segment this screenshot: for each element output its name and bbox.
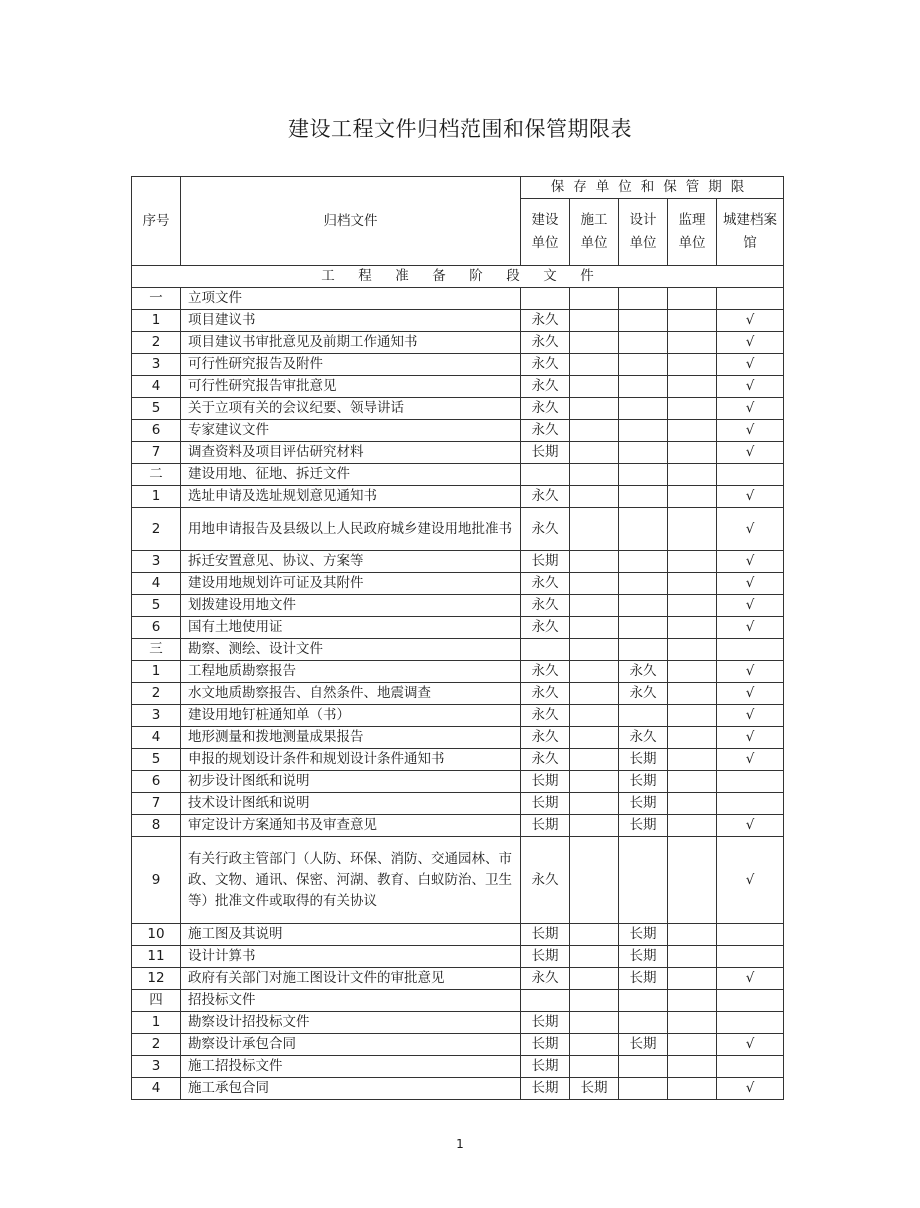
retention-cell: 永久 bbox=[521, 837, 570, 924]
retention-cell: 长期 bbox=[521, 793, 570, 815]
table-row bbox=[132, 705, 784, 727]
row-number: 2 bbox=[132, 332, 181, 354]
retention-cell bbox=[521, 990, 570, 1012]
retention-cell bbox=[570, 924, 619, 946]
row-document: 水文地质勘察报告、自然条件、地震调查 bbox=[181, 683, 521, 705]
row-document: 项目建议书 bbox=[181, 310, 521, 332]
retention-cell bbox=[570, 617, 619, 639]
retention-cell bbox=[570, 376, 619, 398]
row-document: 审定设计方案通知书及审查意见 bbox=[181, 815, 521, 837]
retention-cell bbox=[668, 420, 717, 442]
retention-cell: √ bbox=[717, 398, 784, 420]
retention-cell bbox=[619, 420, 668, 442]
retention-cell: 长期 bbox=[521, 1012, 570, 1034]
retention-cell: 长期 bbox=[521, 551, 570, 573]
retention-cell bbox=[668, 683, 717, 705]
row-document: 立项文件 bbox=[181, 288, 521, 310]
retention-cell bbox=[570, 946, 619, 968]
retention-cell: 长期 bbox=[521, 442, 570, 464]
retention-cell bbox=[570, 793, 619, 815]
row-document: 用地申请报告及县级以上人民政府城乡建设用地批准书 bbox=[181, 508, 521, 551]
retention-cell bbox=[570, 573, 619, 595]
retention-cell bbox=[668, 508, 717, 551]
retention-cell bbox=[619, 551, 668, 573]
row-document: 建设用地钉桩通知单（书） bbox=[181, 705, 521, 727]
retention-cell bbox=[668, 398, 717, 420]
stage-char: 准 bbox=[395, 268, 409, 284]
retention-cell: √ bbox=[717, 727, 784, 749]
retention-cell bbox=[570, 508, 619, 551]
table-row bbox=[132, 815, 784, 837]
row-document: 申报的规划设计条件和规划设计条件通知书 bbox=[181, 749, 521, 771]
retention-cell bbox=[619, 639, 668, 661]
retention-cell bbox=[619, 376, 668, 398]
retention-cell bbox=[521, 639, 570, 661]
row-document: 国有土地使用证 bbox=[181, 617, 521, 639]
retention-cell bbox=[570, 1056, 619, 1078]
retention-cell bbox=[668, 310, 717, 332]
stage-char: 备 bbox=[432, 268, 446, 284]
retention-cell: 永久 bbox=[521, 310, 570, 332]
retention-cell bbox=[717, 793, 784, 815]
table-row bbox=[132, 793, 784, 815]
header-unit: 城建档案馆 bbox=[717, 199, 784, 266]
retention-cell: 永久 bbox=[521, 508, 570, 551]
retention-cell: 长期 bbox=[619, 793, 668, 815]
retention-cell bbox=[619, 354, 668, 376]
header-group: 保存单位和保管期限 bbox=[521, 177, 784, 199]
retention-cell bbox=[619, 332, 668, 354]
retention-cell bbox=[570, 354, 619, 376]
retention-cell bbox=[570, 1012, 619, 1034]
row-number: 7 bbox=[132, 442, 181, 464]
retention-cell bbox=[619, 464, 668, 486]
retention-cell: 长期 bbox=[521, 771, 570, 793]
retention-cell bbox=[619, 1012, 668, 1034]
retention-cell bbox=[668, 486, 717, 508]
stage-char: 段 bbox=[506, 268, 520, 284]
table-row bbox=[132, 1056, 784, 1078]
retention-cell: √ bbox=[717, 486, 784, 508]
row-number: 5 bbox=[132, 749, 181, 771]
row-number: 4 bbox=[132, 1078, 181, 1100]
row-document: 技术设计图纸和说明 bbox=[181, 793, 521, 815]
retention-cell bbox=[717, 1056, 784, 1078]
row-document: 建设用地规划许可证及其附件 bbox=[181, 573, 521, 595]
header-unit: 建设单位 bbox=[521, 199, 570, 266]
retention-cell: √ bbox=[717, 595, 784, 617]
table-row bbox=[132, 946, 784, 968]
retention-cell: √ bbox=[717, 815, 784, 837]
row-document: 设计计算书 bbox=[181, 946, 521, 968]
row-number: 5 bbox=[132, 595, 181, 617]
retention-cell: 永久 bbox=[619, 661, 668, 683]
retention-cell bbox=[668, 727, 717, 749]
retention-cell: √ bbox=[717, 1034, 784, 1056]
retention-cell bbox=[668, 595, 717, 617]
retention-cell: 永久 bbox=[521, 617, 570, 639]
retention-cell: 永久 bbox=[619, 683, 668, 705]
retention-cell bbox=[668, 749, 717, 771]
retention-cell bbox=[570, 551, 619, 573]
retention-cell: 永久 bbox=[521, 573, 570, 595]
stage-row bbox=[132, 266, 784, 288]
header-doc: 归档文件 bbox=[181, 177, 521, 266]
retention-cell bbox=[668, 376, 717, 398]
retention-cell bbox=[668, 1078, 717, 1100]
header-no: 序号 bbox=[132, 177, 181, 266]
retention-cell bbox=[570, 705, 619, 727]
row-document: 初步设计图纸和说明 bbox=[181, 771, 521, 793]
retention-cell bbox=[570, 815, 619, 837]
row-document: 勘察、测绘、设计文件 bbox=[181, 639, 521, 661]
retention-cell bbox=[619, 837, 668, 924]
retention-cell: √ bbox=[717, 442, 784, 464]
stage-char: 程 bbox=[358, 268, 372, 284]
retention-cell: √ bbox=[717, 508, 784, 551]
retention-cell bbox=[717, 1012, 784, 1034]
table-row bbox=[132, 661, 784, 683]
retention-cell: 永久 bbox=[521, 705, 570, 727]
stage-char: 文 bbox=[543, 268, 557, 284]
retention-cell bbox=[668, 793, 717, 815]
retention-cell bbox=[717, 771, 784, 793]
table-row bbox=[132, 310, 784, 332]
row-number: 6 bbox=[132, 617, 181, 639]
table-row bbox=[132, 486, 784, 508]
row-number: 6 bbox=[132, 771, 181, 793]
retention-cell: √ bbox=[717, 968, 784, 990]
retention-cell: √ bbox=[717, 376, 784, 398]
retention-cell bbox=[619, 288, 668, 310]
table-row bbox=[132, 639, 784, 661]
row-number: 10 bbox=[132, 924, 181, 946]
row-number: 7 bbox=[132, 793, 181, 815]
retention-cell bbox=[619, 1078, 668, 1100]
retention-cell: 永久 bbox=[521, 683, 570, 705]
row-number: 2 bbox=[132, 1034, 181, 1056]
table-row bbox=[132, 288, 784, 310]
retention-cell: 长期 bbox=[619, 1034, 668, 1056]
retention-cell: √ bbox=[717, 310, 784, 332]
retention-cell bbox=[717, 990, 784, 1012]
header-unit: 设计单位 bbox=[619, 199, 668, 266]
retention-cell: √ bbox=[717, 705, 784, 727]
retention-cell bbox=[717, 288, 784, 310]
table-row bbox=[132, 332, 784, 354]
retention-cell bbox=[570, 749, 619, 771]
retention-cell bbox=[668, 288, 717, 310]
row-document: 建设用地、征地、拆迁文件 bbox=[181, 464, 521, 486]
row-number: 1 bbox=[132, 1012, 181, 1034]
row-document: 施工承包合同 bbox=[181, 1078, 521, 1100]
row-number: 1 bbox=[132, 486, 181, 508]
retention-cell bbox=[668, 573, 717, 595]
retention-cell: 长期 bbox=[521, 946, 570, 968]
retention-cell bbox=[619, 486, 668, 508]
retention-cell bbox=[668, 442, 717, 464]
retention-cell bbox=[570, 990, 619, 1012]
retention-cell bbox=[668, 661, 717, 683]
table-row bbox=[132, 990, 784, 1012]
row-document: 可行性研究报告及附件 bbox=[181, 354, 521, 376]
table-row bbox=[132, 727, 784, 749]
row-document: 项目建议书审批意见及前期工作通知书 bbox=[181, 332, 521, 354]
retention-cell bbox=[570, 837, 619, 924]
retention-cell: 长期 bbox=[570, 1078, 619, 1100]
retention-cell: √ bbox=[717, 683, 784, 705]
retention-cell: 长期 bbox=[619, 968, 668, 990]
page-number: 1 bbox=[456, 1137, 464, 1151]
table-row bbox=[132, 573, 784, 595]
row-number: 2 bbox=[132, 683, 181, 705]
table-row bbox=[132, 464, 784, 486]
retention-cell: 长期 bbox=[619, 946, 668, 968]
row-number: 一 bbox=[132, 288, 181, 310]
retention-cell: 永久 bbox=[521, 420, 570, 442]
retention-cell bbox=[668, 705, 717, 727]
row-number: 4 bbox=[132, 376, 181, 398]
retention-cell bbox=[619, 617, 668, 639]
retention-cell bbox=[570, 332, 619, 354]
row-number: 4 bbox=[132, 573, 181, 595]
retention-cell: 永久 bbox=[619, 727, 668, 749]
retention-cell: 永久 bbox=[521, 595, 570, 617]
table-row bbox=[132, 683, 784, 705]
row-number: 3 bbox=[132, 551, 181, 573]
retention-cell: 永久 bbox=[521, 968, 570, 990]
row-number: 3 bbox=[132, 1056, 181, 1078]
retention-cell bbox=[521, 288, 570, 310]
retention-cell: 永久 bbox=[521, 749, 570, 771]
table-row bbox=[132, 376, 784, 398]
row-document: 勘察设计承包合同 bbox=[181, 1034, 521, 1056]
retention-cell bbox=[570, 442, 619, 464]
table-row bbox=[132, 551, 784, 573]
retention-cell: √ bbox=[717, 573, 784, 595]
table-row bbox=[132, 595, 784, 617]
table-row bbox=[132, 1034, 784, 1056]
retention-cell bbox=[619, 442, 668, 464]
retention-cell bbox=[619, 595, 668, 617]
retention-cell: 永久 bbox=[521, 376, 570, 398]
retention-cell bbox=[570, 288, 619, 310]
header-unit: 施工单位 bbox=[570, 199, 619, 266]
retention-cell: 长期 bbox=[619, 924, 668, 946]
row-number: 四 bbox=[132, 990, 181, 1012]
retention-cell: √ bbox=[717, 354, 784, 376]
table-row bbox=[132, 771, 784, 793]
retention-cell bbox=[619, 508, 668, 551]
retention-cell: √ bbox=[717, 661, 784, 683]
row-document: 政府有关部门对施工图设计文件的审批意见 bbox=[181, 968, 521, 990]
table-row bbox=[132, 968, 784, 990]
table-row bbox=[132, 924, 784, 946]
row-document: 工程地质勘察报告 bbox=[181, 661, 521, 683]
retention-cell: 长期 bbox=[521, 815, 570, 837]
retention-cell bbox=[668, 968, 717, 990]
retention-cell bbox=[668, 1034, 717, 1056]
row-number: 5 bbox=[132, 398, 181, 420]
retention-cell: √ bbox=[717, 749, 784, 771]
retention-cell: 永久 bbox=[521, 332, 570, 354]
row-number: 6 bbox=[132, 420, 181, 442]
retention-cell bbox=[668, 1012, 717, 1034]
table-row bbox=[132, 420, 784, 442]
retention-cell: 长期 bbox=[619, 815, 668, 837]
retention-cell: √ bbox=[717, 837, 784, 924]
row-document: 划拨建设用地文件 bbox=[181, 595, 521, 617]
retention-cell bbox=[668, 332, 717, 354]
table-row bbox=[132, 617, 784, 639]
retention-cell bbox=[619, 705, 668, 727]
retention-cell: 永久 bbox=[521, 486, 570, 508]
archive-table bbox=[131, 176, 784, 1100]
retention-cell: 长期 bbox=[521, 1078, 570, 1100]
stage-char: 阶 bbox=[469, 268, 483, 284]
table-row bbox=[132, 1078, 784, 1100]
retention-cell bbox=[570, 464, 619, 486]
retention-cell bbox=[570, 486, 619, 508]
row-document: 招投标文件 bbox=[181, 990, 521, 1012]
retention-cell bbox=[570, 683, 619, 705]
retention-cell bbox=[570, 727, 619, 749]
table-row bbox=[132, 837, 784, 924]
retention-cell bbox=[668, 924, 717, 946]
retention-cell bbox=[619, 398, 668, 420]
retention-cell bbox=[668, 464, 717, 486]
retention-cell bbox=[717, 639, 784, 661]
retention-cell bbox=[570, 420, 619, 442]
retention-cell: 长期 bbox=[619, 749, 668, 771]
row-number: 12 bbox=[132, 968, 181, 990]
table-row bbox=[132, 398, 784, 420]
row-document: 拆迁安置意见、协议、方案等 bbox=[181, 551, 521, 573]
row-document: 地形测量和拨地测量成果报告 bbox=[181, 727, 521, 749]
retention-cell bbox=[619, 573, 668, 595]
row-document: 施工图及其说明 bbox=[181, 924, 521, 946]
table-row bbox=[132, 749, 784, 771]
table-row bbox=[132, 508, 784, 551]
retention-cell: 长期 bbox=[521, 1034, 570, 1056]
retention-cell: 永久 bbox=[521, 661, 570, 683]
row-number: 1 bbox=[132, 310, 181, 332]
row-number: 3 bbox=[132, 705, 181, 727]
row-number: 9 bbox=[132, 837, 181, 924]
retention-cell bbox=[717, 464, 784, 486]
stage-char: 件 bbox=[580, 268, 594, 284]
table-row bbox=[132, 442, 784, 464]
retention-cell: 永久 bbox=[521, 398, 570, 420]
retention-cell bbox=[668, 771, 717, 793]
retention-cell: 长期 bbox=[521, 924, 570, 946]
retention-cell bbox=[570, 661, 619, 683]
retention-cell: √ bbox=[717, 420, 784, 442]
retention-cell: √ bbox=[717, 617, 784, 639]
row-document: 专家建议文件 bbox=[181, 420, 521, 442]
row-number: 二 bbox=[132, 464, 181, 486]
row-number: 11 bbox=[132, 946, 181, 968]
row-document: 关于立项有关的会议纪要、领导讲话 bbox=[181, 398, 521, 420]
retention-cell: 长期 bbox=[521, 1056, 570, 1078]
retention-cell: 永久 bbox=[521, 727, 570, 749]
retention-cell bbox=[668, 815, 717, 837]
table-row bbox=[132, 1012, 784, 1034]
retention-cell bbox=[619, 310, 668, 332]
document-title: 建设工程文件归档范围和保管期限表 bbox=[288, 117, 632, 141]
retention-cell: √ bbox=[717, 332, 784, 354]
retention-cell bbox=[668, 639, 717, 661]
retention-cell: √ bbox=[717, 551, 784, 573]
stage-char: 工 bbox=[321, 268, 335, 284]
retention-cell bbox=[570, 310, 619, 332]
retention-cell bbox=[668, 946, 717, 968]
retention-cell: 永久 bbox=[521, 354, 570, 376]
row-number: 1 bbox=[132, 661, 181, 683]
row-number: 4 bbox=[132, 727, 181, 749]
row-document: 勘察设计招投标文件 bbox=[181, 1012, 521, 1034]
retention-cell bbox=[668, 1056, 717, 1078]
retention-cell: √ bbox=[717, 1078, 784, 1100]
row-document: 调查资料及项目评估研究材料 bbox=[181, 442, 521, 464]
row-document: 可行性研究报告审批意见 bbox=[181, 376, 521, 398]
row-number: 2 bbox=[132, 508, 181, 551]
retention-cell bbox=[570, 968, 619, 990]
retention-cell bbox=[619, 990, 668, 1012]
row-document: 施工招投标文件 bbox=[181, 1056, 521, 1078]
retention-cell bbox=[570, 595, 619, 617]
retention-cell bbox=[619, 1056, 668, 1078]
retention-cell bbox=[570, 1034, 619, 1056]
retention-cell bbox=[717, 946, 784, 968]
retention-cell bbox=[570, 639, 619, 661]
row-number: 8 bbox=[132, 815, 181, 837]
row-document: 选址申请及选址规划意见通知书 bbox=[181, 486, 521, 508]
table-row bbox=[132, 354, 784, 376]
row-document: 有关行政主管部门（人防、环保、消防、交通园林、市政、文物、通讯、保密、河湖、教育、白蚁防治、卫生等）批准文件或取得的有关协议 bbox=[181, 837, 521, 924]
retention-cell bbox=[668, 354, 717, 376]
retention-cell bbox=[717, 924, 784, 946]
retention-cell bbox=[668, 617, 717, 639]
row-number: 3 bbox=[132, 354, 181, 376]
retention-cell: 长期 bbox=[619, 771, 668, 793]
header-unit: 监理单位 bbox=[668, 199, 717, 266]
retention-cell bbox=[668, 837, 717, 924]
row-number: 三 bbox=[132, 639, 181, 661]
retention-cell bbox=[668, 551, 717, 573]
retention-cell bbox=[570, 771, 619, 793]
retention-cell bbox=[570, 398, 619, 420]
retention-cell bbox=[668, 990, 717, 1012]
retention-cell bbox=[521, 464, 570, 486]
